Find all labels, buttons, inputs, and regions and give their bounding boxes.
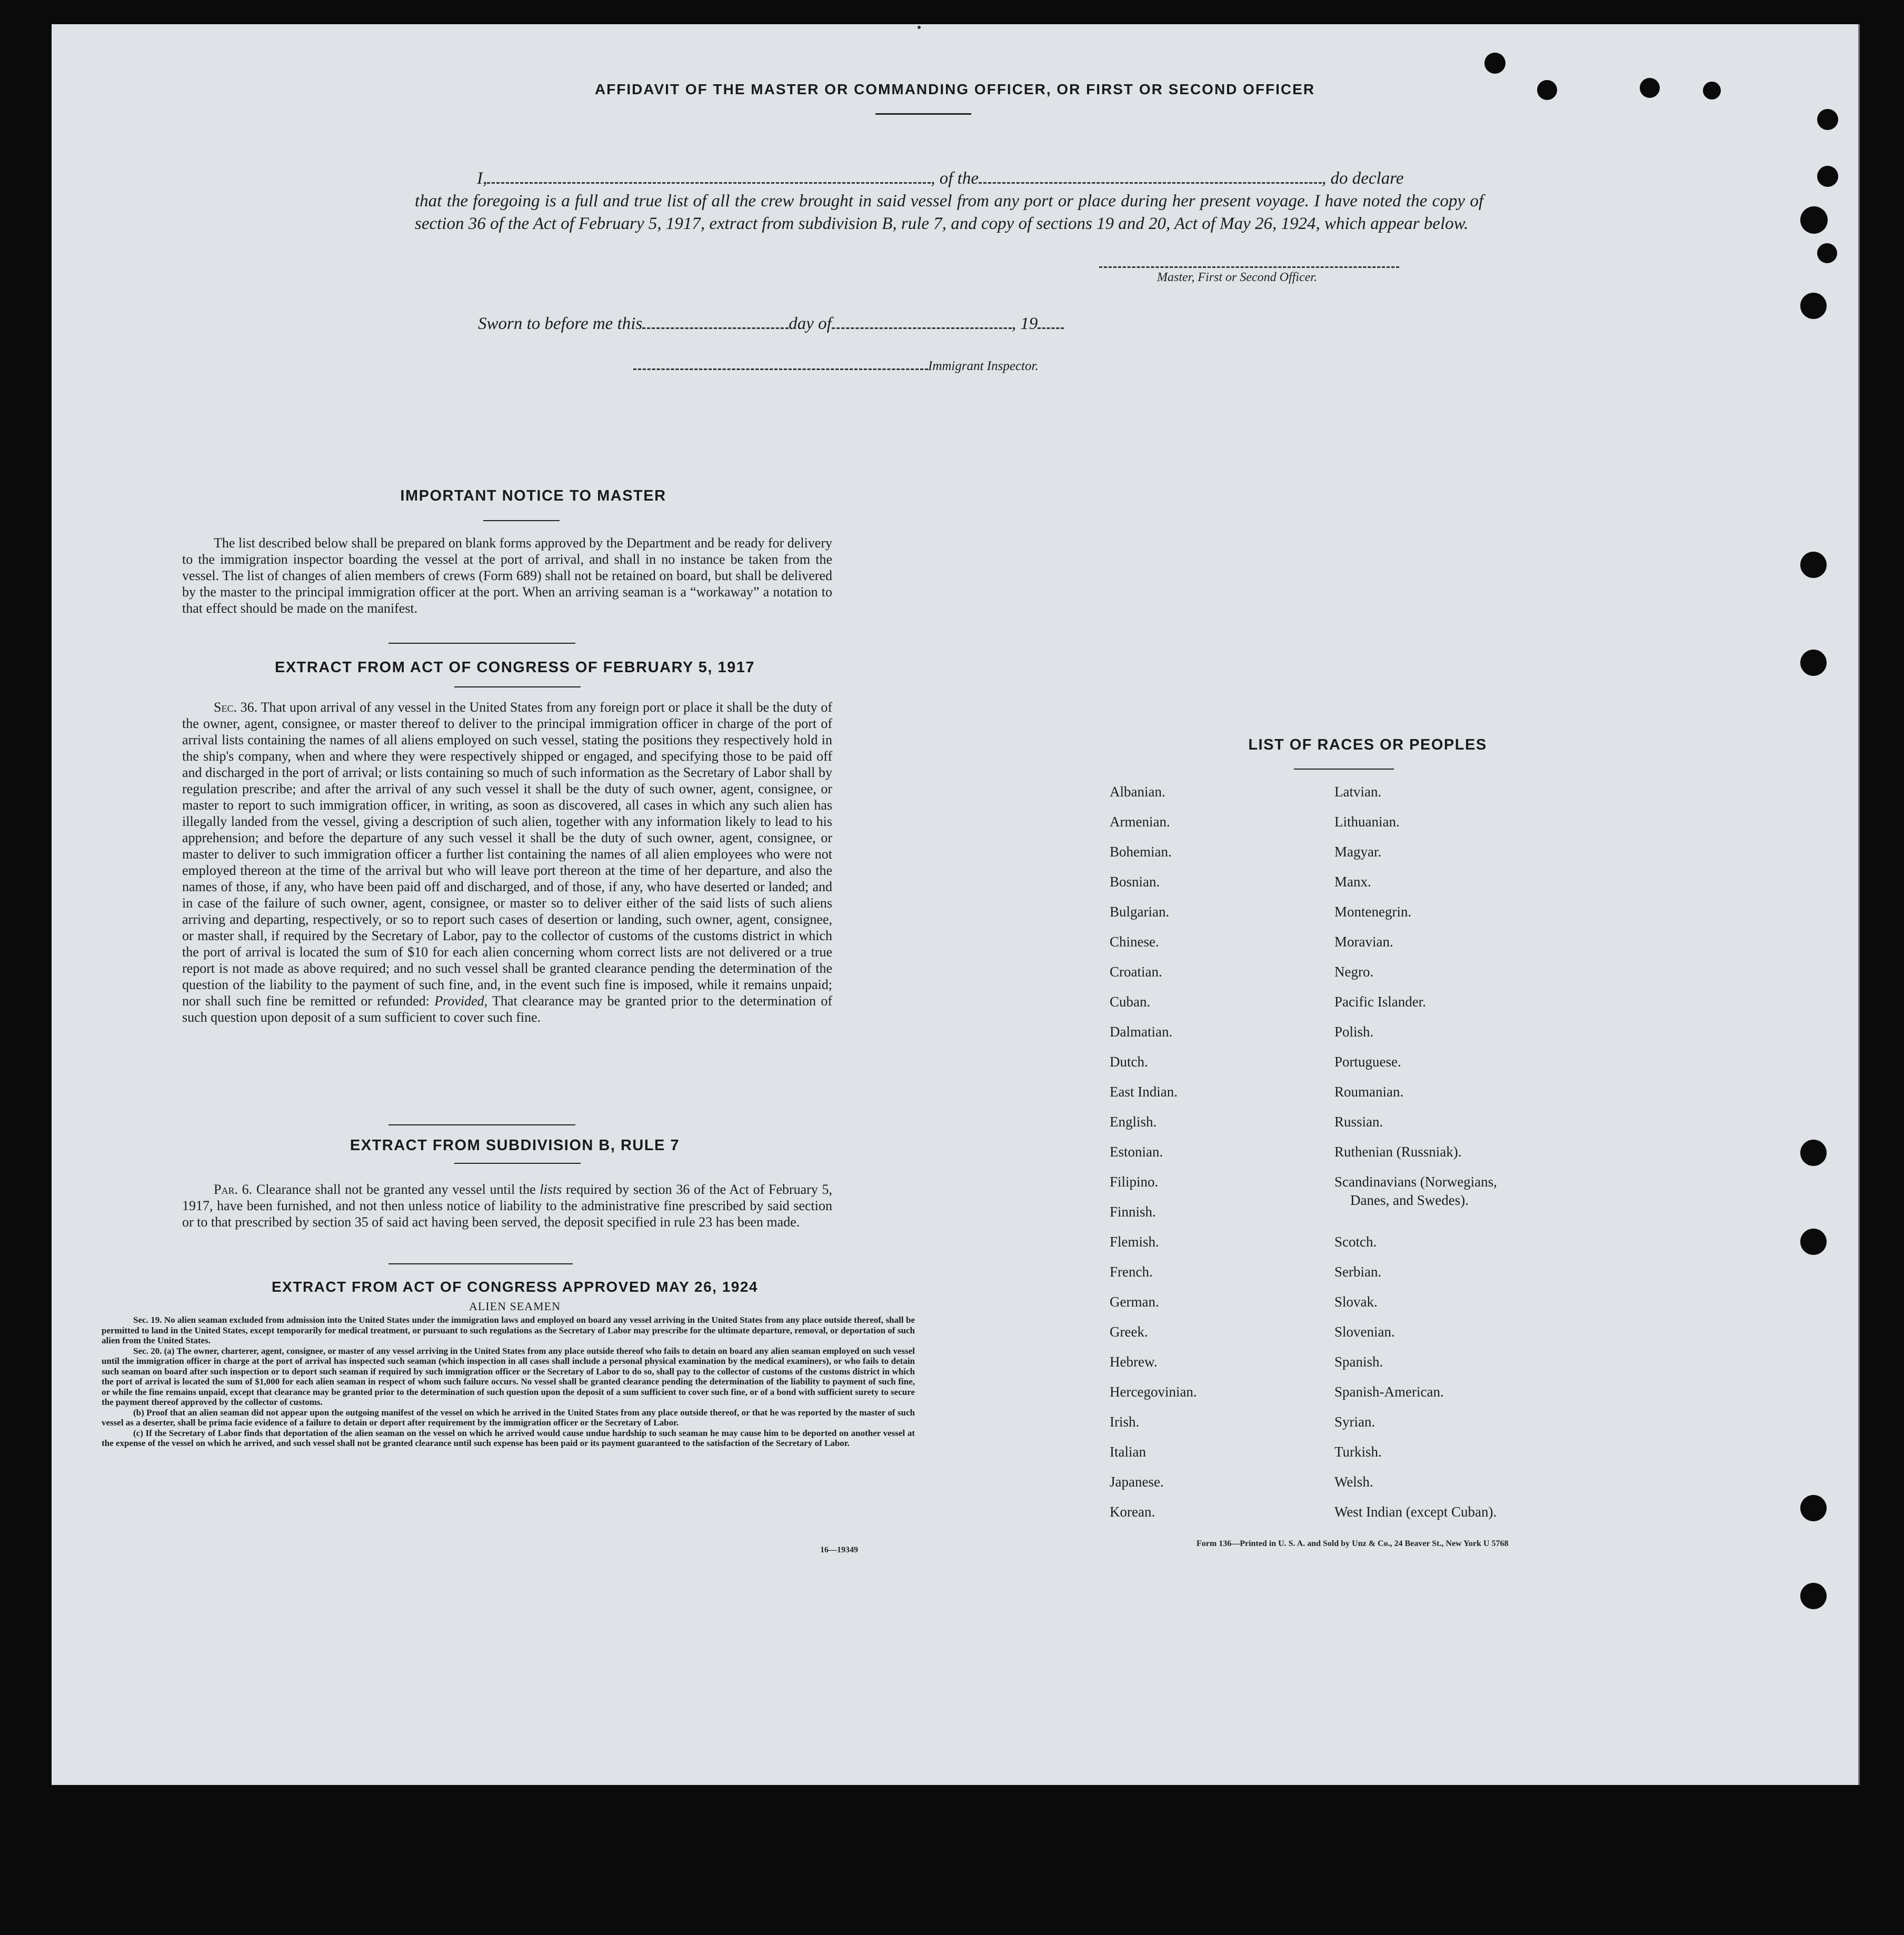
race-right: Ruthenian (Russniak).	[1334, 1144, 1462, 1160]
races-row	[1110, 1234, 1497, 1264]
inspector-signature-blank[interactable]	[633, 359, 928, 370]
punch-hole	[1800, 206, 1828, 234]
race-left: Greek.	[1110, 1324, 1148, 1340]
extract-1917-text	[182, 699, 832, 1025]
races-row	[1110, 1204, 1497, 1234]
race-left: Filipino.	[1110, 1174, 1159, 1190]
race-right: Slovak.	[1334, 1294, 1378, 1310]
race-left: Chinese.	[1110, 934, 1159, 950]
stray-mark	[918, 26, 921, 29]
races-heading: LIST OF RACES OR PEOPLES	[1248, 736, 1487, 753]
race-right: Turkish.	[1334, 1444, 1382, 1460]
form-code: 16—19349	[820, 1545, 858, 1554]
extract-1924-heading: EXTRACT FROM ACT OF CONGRESS APPROVED MAY 26, 1924	[272, 1279, 758, 1295]
race-right: Danes, and Swedes).	[1350, 1192, 1469, 1208]
races-row	[1110, 1414, 1497, 1444]
title-divider	[875, 113, 971, 115]
sec-20b-text: (b) Proof that an alien seaman did not appear upon the outgoing manifest of the vessel on which he arrived in the United States from any place outside thereof, or that he was reported by the master of such vessel as a deserter, shall be prima facie evidence of a failure to detain or deport after requirement by the immigration officer or the Secretary of Labor.	[102, 1407, 915, 1428]
race-left: East Indian.	[1110, 1084, 1178, 1100]
races-row	[1110, 1054, 1497, 1084]
races-row	[1110, 904, 1497, 934]
race-right: Roumanian.	[1334, 1084, 1404, 1100]
races-row	[1110, 1114, 1497, 1144]
sworn-day-blank[interactable]	[642, 314, 789, 329]
sworn-year-label: , 19	[1011, 314, 1038, 333]
notice-heading: IMPORTANT NOTICE TO MASTER	[400, 487, 666, 504]
race-right: Polish.	[1334, 1024, 1374, 1040]
declaration-i: I,	[477, 169, 487, 188]
race-left: German.	[1110, 1294, 1159, 1310]
races-row	[1110, 1294, 1497, 1324]
races-row	[1110, 1384, 1497, 1414]
race-left: Hebrew.	[1110, 1354, 1158, 1370]
races-row	[1110, 814, 1497, 844]
sec-20c-text: (c) If the Secretary of Labor finds that deportation of the alien seaman on the vessel on which he arrived would cause undue hardship to such seaman he may cause him to be deported on another vessel at the expense of the vessel on which he arrived, and such vessel shall not be granted clearance until such expense has been paid or its payment guaranteed to the satisfaction of the Secretary of Labor.	[102, 1428, 915, 1448]
rule-7-divider	[454, 1163, 581, 1164]
race-left: Bosnian.	[1110, 874, 1160, 890]
extract-1917-divider	[454, 686, 581, 687]
inspector-label: Immigrant Inspector.	[928, 359, 1039, 373]
races-list	[1110, 784, 1497, 1534]
punch-hole	[1800, 1140, 1827, 1166]
rule-7-heading: EXTRACT FROM SUBDIVISION B, RULE 7	[350, 1137, 680, 1154]
races-divider	[1294, 769, 1394, 770]
rule-7-text	[182, 1181, 832, 1230]
notice-text: The list described below shall be prepared on blank forms approved by the Department and be ready for delivery to the immigration inspector boarding the vessel at the port of arrival, and shall in no instance be taken from the vessel. The list of changes of alien members of crews (Form 689) shall not be retained on board, but shall be delivered by the master to the principal immigration officer at the port. When an arriving seaman is a “workaway” a notation to that effect should be made on the manifest.	[182, 535, 832, 616]
punch-hole	[1484, 53, 1506, 74]
race-left: Bulgarian.	[1110, 904, 1170, 920]
race-left: Dalmatian.	[1110, 1024, 1173, 1040]
race-right: Russian.	[1334, 1114, 1383, 1130]
race-right: Syrian.	[1334, 1414, 1375, 1430]
inspector-line	[633, 359, 1039, 374]
extract-1924-text	[102, 1315, 915, 1449]
lists-term: lists	[540, 1182, 562, 1197]
race-left: Dutch.	[1110, 1054, 1148, 1070]
race-left: Armenian.	[1110, 814, 1170, 830]
punch-hole	[1537, 80, 1557, 100]
race-right: Moravian.	[1334, 934, 1393, 950]
provided-term: Provided,	[434, 993, 488, 1009]
punch-hole	[1817, 166, 1838, 187]
punch-hole	[1800, 552, 1827, 578]
races-row	[1110, 1324, 1497, 1354]
race-left: Flemish.	[1110, 1234, 1159, 1250]
section-divider-2	[388, 1124, 575, 1125]
form-print-note: Form 136—Printed in U. S. A. and Sold by Unz & Co., 24 Beaver St., New York U 5768	[1197, 1539, 1509, 1548]
punch-hole	[1800, 1229, 1827, 1255]
punch-hole	[1640, 78, 1660, 98]
par-6-label: Par. 6.	[214, 1182, 253, 1197]
races-row	[1110, 1504, 1497, 1534]
races-row	[1110, 1084, 1497, 1114]
race-left: French.	[1110, 1264, 1153, 1280]
race-right: Manx.	[1334, 874, 1371, 890]
race-right: Slovenian.	[1334, 1324, 1395, 1340]
race-left: Irish.	[1110, 1414, 1140, 1430]
races-row	[1110, 934, 1497, 964]
race-right: Welsh.	[1334, 1474, 1373, 1490]
race-right: Spanish.	[1334, 1354, 1383, 1370]
punch-hole	[1703, 82, 1721, 99]
sec-20a-text: Sec. 20. (a) The owner, charterer, agent, consignee, or master of any vessel arriving in the United States from any place outside thereof who fails to detain on board any alien seaman employed on such vessel until the immigration officer in charge at the port of arrival has inspected such seaman (which inspection in all cases shall include a personal physical examination by the medical examiners), or who fails to detain such seaman on board after such inspection or to deport such seaman if required by such immigration officer or the Secretary of Labor to do so, shall pay to the collector of customs of the customs district in which the port of arrival is located the sum of $1,000 for each alien seaman in respect of whom such failure occurs. No vessel shall be granted clearance pending the determination of the liability to payment of such fine, or while the fine remains unpaid, except that clearance may be granted prior to the determination of such question upon the deposit of a sum sufficient to cover such fine, or of a bond with sufficient surety to secure the payment thereof approved by the collector of customs.	[102, 1345, 915, 1407]
races-row	[1110, 1144, 1497, 1174]
master-signature-label: Master, First or Second Officer.	[1157, 271, 1317, 284]
punch-hole	[1817, 109, 1838, 130]
sec-36-body: That upon arrival of any vessel in the United States from any foreign port or place it shall be the duty of the owner, agent, consignee, or master thereof to deliver to the principal immigration officer in charge of the port of arrival lists containing the names of all aliens employed on such vessel, stating the positions they respectively hold in the ship's company, when and where they were respectively shipped or engaged, and specifying those to be paid off and discharged in the port of arrival; or lists containing so much of such information as the Secretary of Labor shall by regulation prescribe; and after the arrival of any such vessel it shall be the duty of such owner, agent, consignee, or master to report to such immigration officer, in writing, as soon as discovered, all cases in which any such alien has illegally landed from the vessel, giving a description of such alien, together with any information likely to lead to his apprehension; and before the departure of any such vessel it shall be the duty of such owner, agent, consignee, or master to deliver to such immigration officer a further list containing the names of all alien employees who were not employed thereon at the time of the arrival but who will leave port thereon at the time of her departure, and also the names of those, if any, who have been paid off and discharged, and of those, if any, who have deserted or landed; and in case of the failure of such owner, agent, consignee, or master so to deliver either of the said lists of such aliens arriving and departing, respectively, or so to report such cases of desertion or landing, such owner, agent, consignee, or master shall, if required by the Secretary of Labor, pay to the collector of customs of the customs district in which the port of arrival is located the sum of $10 for each alien concerning whom correct lists are not delivered or a true report is not made as above required; and no such vessel shall be granted clearance pending the determination of the question of the liability to the payment of such fine, and, in the event such fine is imposed, while it remains unpaid; nor shall such fine be remitted or refunded:	[182, 700, 832, 1009]
sec-36-end: That clearance may be granted prior to the determination of such question upon deposit of a sum sufficient to cover such fine.	[182, 993, 832, 1025]
races-row	[1110, 874, 1497, 904]
race-left: Japanese.	[1110, 1474, 1164, 1490]
race-right: Portuguese.	[1334, 1054, 1401, 1070]
declaration-of-the: , of the	[931, 169, 979, 188]
affidavit-declaration	[415, 167, 1483, 235]
sworn-month-blank[interactable]	[832, 314, 1012, 329]
race-left: Finnish.	[1110, 1204, 1156, 1220]
rule-7-text-b: required by section 36 of the Act of February 5, 1917, have been furnished, and not then unless notice of liability to the administrative fine prescribed by said section or to that prescribed by section 35 of said act having been served, the deposit specified in rule 23 has been made.	[182, 1182, 833, 1230]
races-row	[1110, 1264, 1497, 1294]
punch-hole	[1800, 293, 1827, 319]
name-blank[interactable]	[487, 168, 931, 184]
race-left: Estonian.	[1110, 1144, 1163, 1160]
race-left: Korean.	[1110, 1504, 1155, 1520]
race-right: Scotch.	[1334, 1234, 1377, 1250]
sec-19-text: Sec. 19. No alien seaman excluded from admission into the United States under the immigration laws and employed on board any vessel arriving in the United States from any place outside thereof, shall be permitted to land in the United States, except temporarily for medical treatment, or pursuant to such regulations as the Secretary of Labor may prescribe for the ultimate departure, removal, or deportation of such alien from the United States.	[102, 1315, 915, 1345]
declaration-body: that the foregoing is a full and true list of all the crew brought in said vessel from any port or place during her present voyage. I have noted the copy of section 36 of the Act of February 5, 1917, extract from subdivision B, rule 7, and copy of sections 19 and 20, Act of May 26, 1924, which appear below.	[415, 192, 1483, 233]
races-row	[1110, 1354, 1497, 1384]
extract-1917-heading: EXTRACT FROM ACT OF CONGRESS OF FEBRUARY 5, 1917	[274, 659, 755, 676]
punch-hole	[1800, 1495, 1827, 1521]
race-left: Albanian.	[1110, 784, 1165, 800]
race-right: Scandinavians (Norwegians,	[1334, 1174, 1497, 1190]
section-divider-3	[388, 1263, 573, 1264]
vessel-blank[interactable]	[979, 168, 1322, 184]
alien-seamen-subheading: ALIEN SEAMEN	[469, 1300, 561, 1313]
notice-divider	[483, 520, 560, 521]
punch-hole	[1800, 1583, 1827, 1609]
races-row	[1110, 784, 1497, 814]
sworn-day-label: day of	[789, 314, 832, 333]
section-divider-1	[388, 643, 575, 644]
races-table	[1110, 784, 1497, 1534]
sworn-line	[478, 314, 1064, 334]
master-signature-line[interactable]	[1099, 266, 1399, 268]
declaration-do-declare: , do declare	[1321, 169, 1404, 188]
race-left: Italian	[1110, 1444, 1146, 1460]
race-right: Lithuanian.	[1334, 814, 1400, 830]
sworn-year-blank[interactable]	[1038, 314, 1064, 329]
race-left: Bohemian.	[1110, 844, 1172, 860]
race-right: Spanish-American.	[1334, 1384, 1444, 1400]
races-row	[1110, 1024, 1497, 1054]
race-right: Negro.	[1334, 964, 1374, 980]
race-right: Pacific Islander.	[1334, 994, 1426, 1010]
rule-7-text-a: Clearance shall not be granted any vessel until the	[256, 1182, 536, 1197]
race-right: Montenegrin.	[1334, 904, 1412, 920]
sec-36-label: Sec. 36.	[214, 700, 258, 715]
races-row	[1110, 994, 1497, 1024]
races-row	[1110, 1444, 1497, 1474]
race-left: Cuban.	[1110, 994, 1151, 1010]
punch-hole	[1817, 243, 1837, 263]
race-right: Magyar.	[1334, 844, 1382, 860]
punch-hole	[1800, 650, 1827, 676]
race-left: Croatian.	[1110, 964, 1162, 980]
races-row	[1110, 844, 1497, 874]
races-row	[1110, 964, 1497, 994]
document-page	[52, 24, 1860, 1785]
race-left: English.	[1110, 1114, 1157, 1130]
races-row	[1110, 1474, 1497, 1504]
race-left: Hercegovinian.	[1110, 1384, 1197, 1400]
sworn-prefix: Sworn to before me this	[478, 314, 643, 333]
race-right: West Indian (except Cuban).	[1334, 1504, 1497, 1520]
race-right: Latvian.	[1334, 784, 1382, 800]
race-right: Serbian.	[1334, 1264, 1382, 1280]
affidavit-title: AFFIDAVIT OF THE MASTER OR COMMANDING OFFICER, OR FIRST OR SECOND OFFICER	[594, 81, 1315, 97]
